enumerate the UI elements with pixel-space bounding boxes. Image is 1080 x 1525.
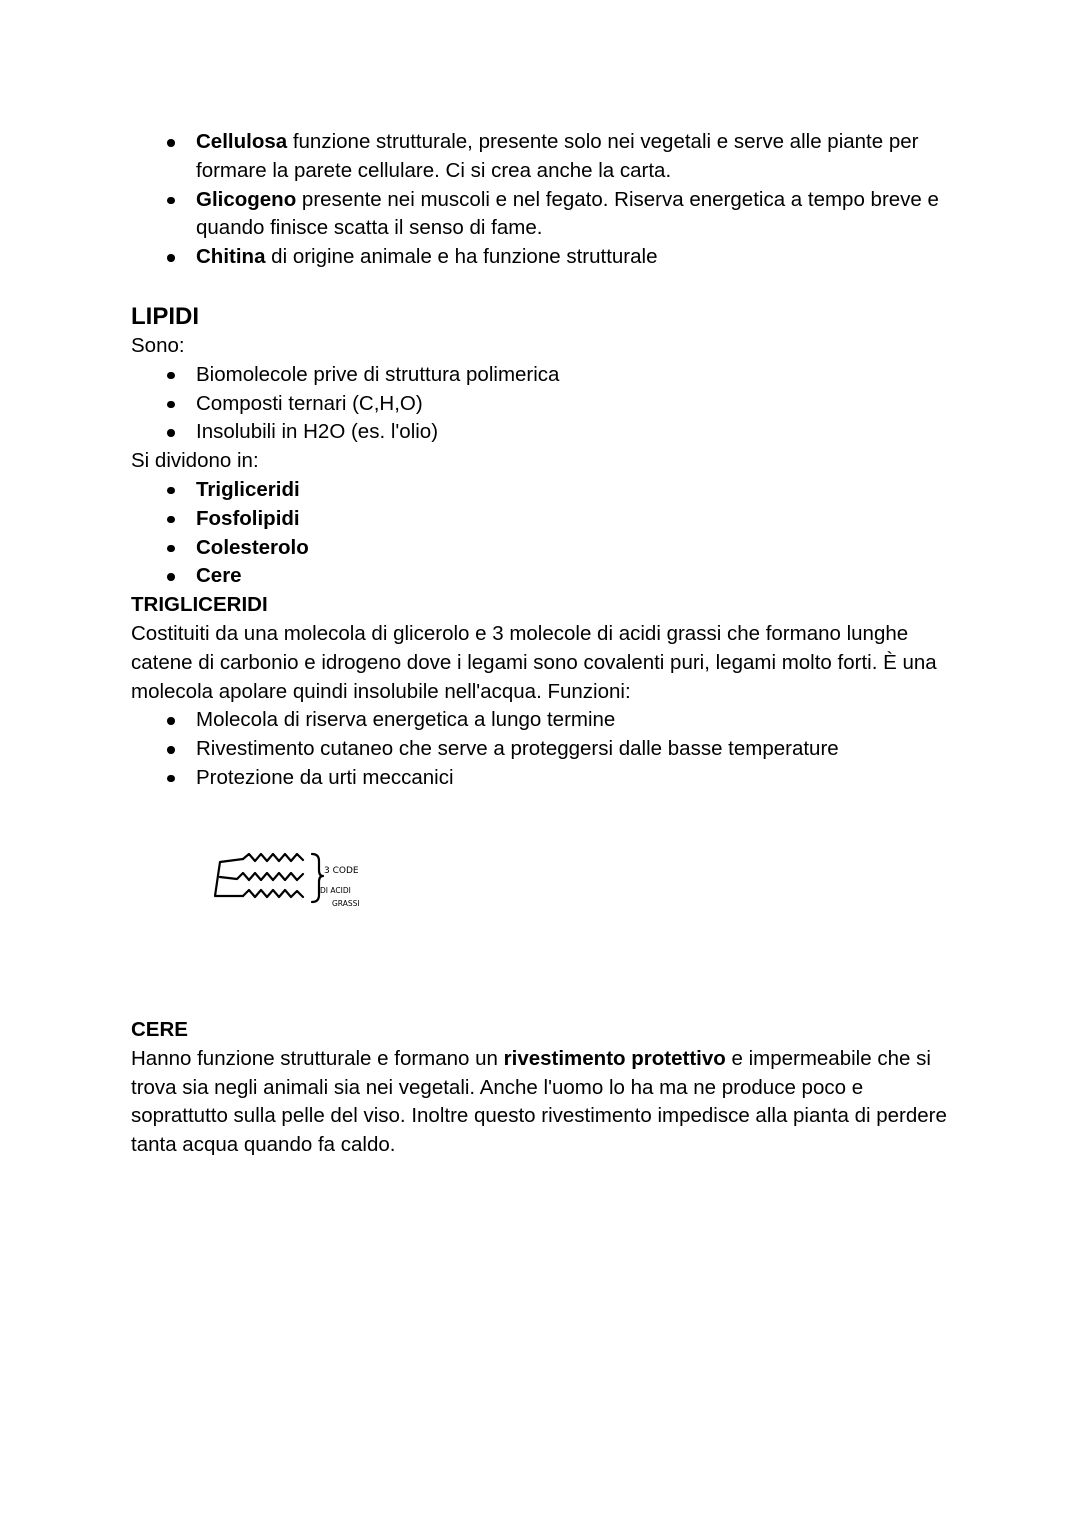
list-item: Fosfolipidi bbox=[196, 505, 961, 534]
fatty-acid-chain bbox=[243, 890, 303, 897]
list-item: Cere bbox=[196, 562, 961, 591]
polysaccharide-list bbox=[131, 128, 961, 272]
list-item: Protezione da urti meccanici bbox=[196, 764, 961, 793]
section-lipidi bbox=[131, 302, 961, 793]
list-item: Composti ternari (C,H,O) bbox=[196, 390, 961, 419]
lipidi-types-list bbox=[131, 476, 961, 591]
heading-trigliceridi: TRIGLICERIDI bbox=[131, 593, 268, 617]
sketch-caption-line: DI ACIDI bbox=[320, 886, 351, 895]
heading-lipidi: LIPIDI bbox=[131, 302, 200, 330]
list-item: Insolubili in H2O (es. l'olio) bbox=[196, 418, 961, 447]
triglyceride-sketch bbox=[210, 848, 380, 914]
cere-body: Hanno funzione strutturale e formano un rivestimento protettivo e impermeabile che si trova sia negli animali sia nei vegetali. Anche l'uomo lo ha ma ne produce poco e soprattutto sulla pelle del viso. Inoltre questo rivestimento impedisce alla pianta di perdere tanta acqua quando fa caldo. bbox=[131, 1046, 947, 1157]
section-cere bbox=[131, 1016, 961, 1160]
list-item: Chitina di origine animale e ha funzione strutturale bbox=[196, 243, 961, 272]
sketch-caption-line: 3 CODE bbox=[324, 866, 359, 876]
trigliceridi-functions-list bbox=[131, 706, 961, 792]
lipidi-properties-list bbox=[131, 361, 961, 447]
list-item: Biomolecole prive di struttura polimerica bbox=[196, 361, 961, 390]
list-item: Colesterolo bbox=[196, 534, 961, 563]
document-page bbox=[131, 128, 961, 793]
list-item: Molecola di riserva energetica a lungo termine bbox=[196, 706, 961, 735]
list-item: Glicogeno presente nei muscoli e nel fegato. Riserva energetica a tempo breve e quando finisce scatta il senso di fame. bbox=[196, 186, 961, 244]
sketch-caption-line: GRASSI bbox=[332, 899, 360, 908]
fatty-acid-chain bbox=[220, 873, 303, 880]
trigliceridi-body: Costituiti da una molecola di glicerolo e 3 molecole di acidi grassi che formano lunghe catene di carbonio e idrogeno dove i legami sono covalenti puri, legami molto forti. È una molecola apolare quindi insolubile nell'acqua. Funzioni: bbox=[131, 621, 937, 703]
lipidi-divide-label: Si dividono in: bbox=[131, 449, 259, 473]
fatty-acid-chain bbox=[243, 854, 303, 861]
list-item: Trigliceridi bbox=[196, 476, 961, 505]
heading-cere: CERE bbox=[131, 1018, 188, 1041]
list-item: Rivestimento cutaneo che serve a proteggersi dalle basse temperature bbox=[196, 735, 961, 764]
list-item: Cellulosa funzione strutturale, presente solo nei vegetali e serve alle piante per formare la parete cellulare. Ci si crea anche la carta. bbox=[196, 128, 961, 186]
lipidi-intro: Sono: bbox=[131, 333, 185, 357]
